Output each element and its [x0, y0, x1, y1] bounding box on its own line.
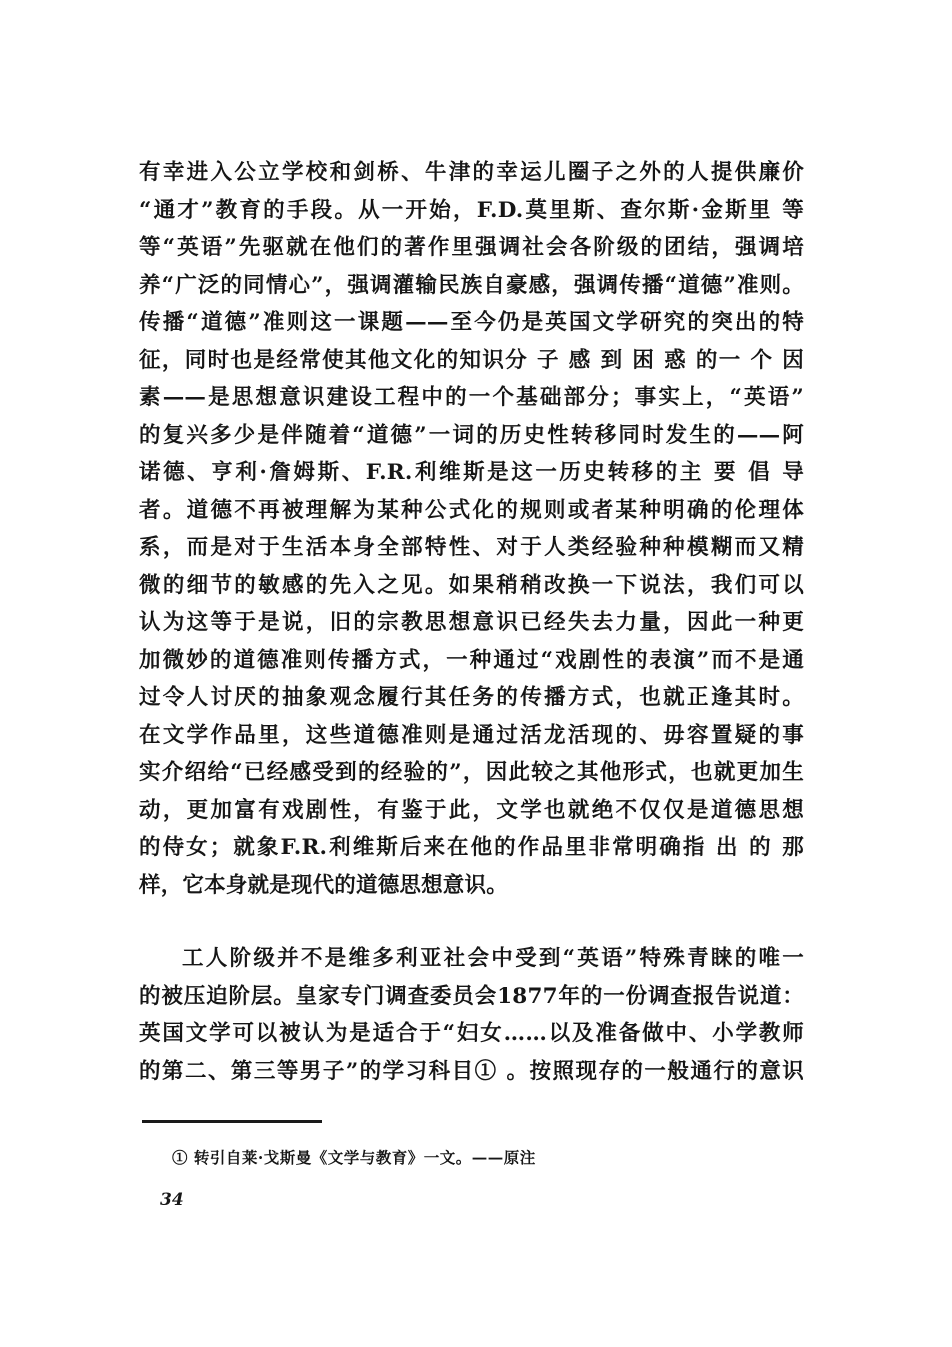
paragraph-1 — [139, 154, 804, 904]
text-line: 者。道德不再被理解为某种公式化的规则或者某种明确的伦理体 — [139, 497, 804, 523]
text-line: 实介绍给“已经感受到的经验的”，因此较之其他形式，也就更加生 — [139, 760, 804, 785]
text-line: 认为这等于是说，旧的宗教思想意识已经失去力量，因此一种更 — [139, 610, 804, 635]
page-number: 34 — [160, 1190, 184, 1210]
text-line: 传播“道德”准则这一课题——至今仍是英国文学研究的突出的特 — [139, 310, 804, 335]
text-line: 素——是思想意识建设工程中的一个基础部分；事实上，“英语” — [139, 385, 804, 410]
text-line: 征，同时也是经常使其他文化的知识分 子 感 到 困 惑 的一 个 因 — [139, 347, 804, 373]
text-line: 微的细节的敏感的先入之见。如果稍稍改换一下说法，我们可以 — [139, 572, 804, 598]
text-line: 过令人讨厌的抽象观念履行其任务的传播方式，也就正逢其时。 — [139, 685, 804, 710]
text-line: 系，而是对于生活本身全部特性、对于人类经验种种模糊而又精 — [139, 535, 804, 560]
text-line: 有幸进入公立学校和剑桥、牛津的幸运儿圈子之外的人提供廉价 — [139, 160, 804, 185]
text-line: 诺德、亨利·詹姆斯、F.R.利维斯是这一历史转移的主 要 倡 导 — [139, 460, 804, 485]
footnote: ① 转引自莱·戈斯曼《文学与教育》一文。——原注 — [172, 1148, 536, 1167]
paragraph-2 — [139, 940, 804, 1090]
text-line: 动，更加富有戏剧性，有鉴于此，文学也就绝不仅仅是道德思想 — [139, 797, 804, 823]
text-line: 的复兴多少是伴随着“道德”一词的历史性转移同时发生的——阿 — [139, 422, 804, 448]
text-line: 养“广泛的同情心”，强调灌输民族自豪感，强调传播“道德”准则。 — [139, 272, 804, 298]
footnote-separator — [142, 1120, 322, 1123]
text-line: 在文学作品里，这些道德准则是通过活龙活现的、毋容置疑的事 — [139, 722, 804, 748]
text-line: 加微妙的道德准则传播方式，一种通过“戏剧性的表演”而不是通 — [139, 647, 804, 673]
text-line: 英国文学可以被认为是适合于“妇女……以及准备做中、小学教师 — [139, 1021, 804, 1046]
text-line: 工人阶级并不是维多利亚社会中受到“英语”特殊青睐的唯一 — [182, 946, 804, 971]
text-line: 等“英语”先驱就在他们的著作里强调社会各阶级的团结，强调培 — [139, 235, 804, 260]
text-line: 的第二、第三等男子”的学习科目① 。按照现存的一般通行的意识 — [139, 1058, 804, 1084]
text-line: 的侍女；就象F.R.利维斯后来在他的作品里非常明确指 出 的 那 — [139, 835, 804, 860]
text-line: 样，它本身就是现代的道德思想意识。 — [139, 872, 508, 898]
text-line: 的被压迫阶层。皇家专门调查委员会1877年的一份调查报告说道： — [139, 983, 804, 1009]
text-line: “通才”教育的手段。从一开始，F.D.莫里斯、查尔斯·金斯里 等 — [139, 197, 804, 223]
